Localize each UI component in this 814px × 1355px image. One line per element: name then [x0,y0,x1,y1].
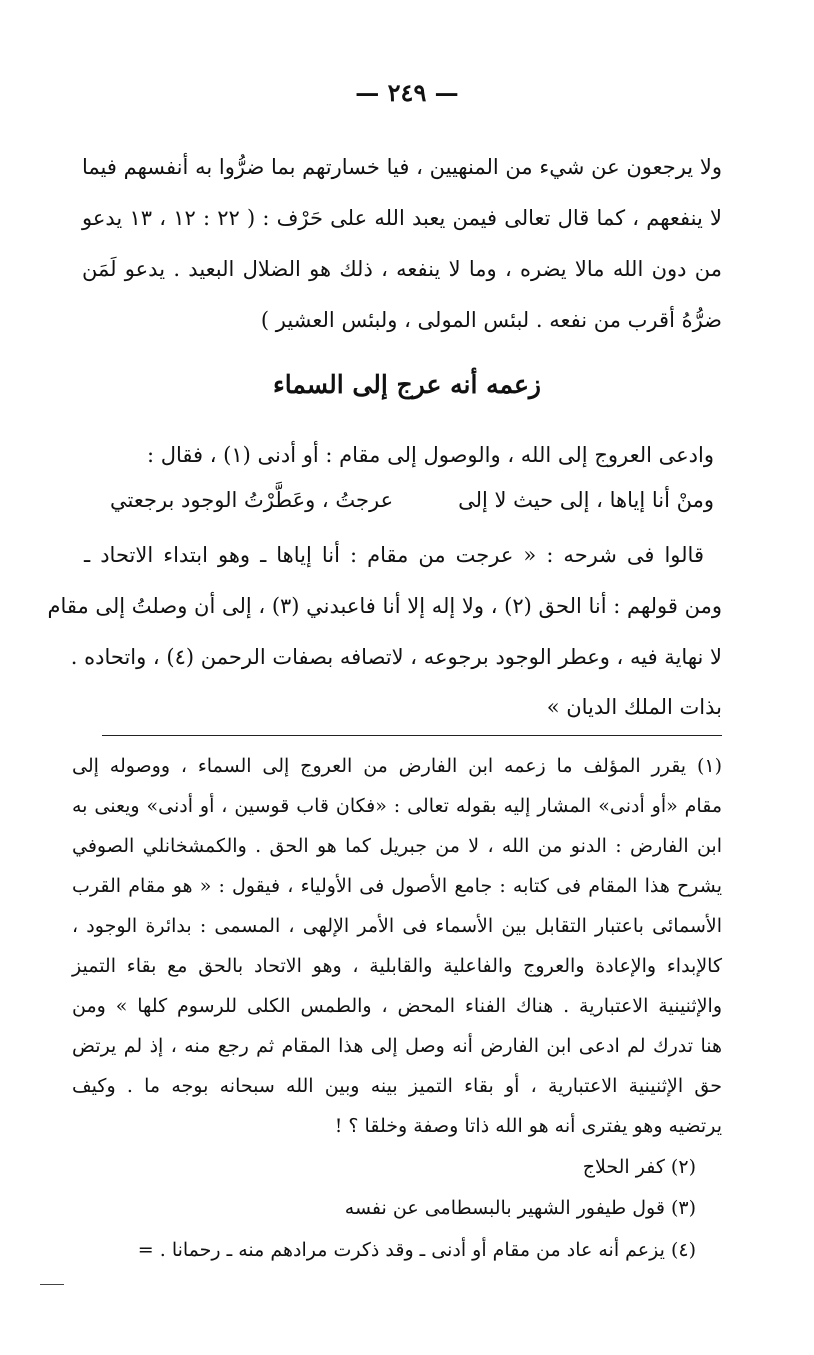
paragraph2-line-2: ومن قولهم : أنا الحق (٢) ، ولا إله إلا أنا فاعبدني (٣) ، إلى أن وصلتُ إلى مقام [47,594,722,618]
footnote-separator [102,735,722,736]
footnote1-line-2: مقام «أو أدنى» المشار إليه بقوله تعالى : «فكان قاب قوسين ، أو أدنى» ويعنى به [72,795,722,817]
footnote1-line-4: يشرح هذا المقام فى كتابه : جامع الأصول فى الأولياء ، فيقول : « هو مقام القرب [72,875,722,897]
paragraph2-line-3: لا نهاية فيه ، وعطر الوجود برجوعه ، لاتصافه بصفات الرحمن (٤) ، واتحاده . [70,645,722,669]
verse-left-hemistich: عرجتُ ، وعَطَّرْتُ الوجود برجعتي [110,488,394,512]
paragraph2-line-4: بذات الملك الديان » [546,695,722,719]
scan-mark [40,1284,64,1285]
footnote1-line-3: ابن الفارض : الدنو من الله ، لا من جبريل كما هو الحق . والكمشخانلي الصوفي [72,835,722,857]
intro-line: وادعى العروج إلى الله ، والوصول إلى مقام : أو أدنى (١) ، فقال : [146,443,714,467]
page-number: — ٢٤٩ — [355,78,459,107]
section-title: زعمه أنه عرج إلى السماء [273,370,541,399]
footnote4: (٤) يزعم أنه عاد من مقام أو أدنى ـ وقد ذكرت مرادهم منه ـ رحمانا . = [137,1239,696,1261]
footnote1-line-1: (١) يقرر المؤلف ما زعمه ابن الفارض من العروج إلى السماء ، ووصوله إلى [72,755,722,777]
footnote1-line-9: حق الإثنينية الاعتبارية ، أو بقاء التميز بينه وبين الله سبحانه بوجه ما . وكيف [72,1075,722,1097]
paragraph1-line-3: من دون الله مالا يضره ، وما لا ينفعه ، ذلك هو الضلال البعيد . يدعو لَمَن [82,257,722,281]
paragraph1-line-4: ضرُّهُ أقرب من نفعه . لبئس المولى ، ولبئس العشير ) [260,308,722,332]
footnote1-line-8: هنا تدرك لم ادعى ابن الفارض أنه وصل إلى هذا المقام ثم رجع منه ، إذ لم يرتض [72,1035,722,1057]
footnote3: (٣) قول طيفور الشهير بالبسطامى عن نفسه [344,1197,696,1219]
paragraph1-line-1: ولا يرجعون عن شيء من المنهيين ، فيا خسارتهم بما ضرُّوا به أنفسهم فيما [82,155,722,179]
paragraph2-line-1: قالوا فى شرحه : « عرجت من مقام : أنا إياها ـ وهو ابتداء الاتحاد ـ [84,543,704,567]
footnote1-line-5: الأسمائى باعتبار التقابل بين الأسماء فى الأمر الإلهى ، المسمى : بدائرة الوجود ، [72,915,722,937]
footnote1-line-10: يرتضيه وهو يفترى أنه هو الله ذاتا وصفة وخلقا ؟ ! [334,1115,722,1137]
footnote2: (٢) كفر الحلاج [582,1156,696,1178]
footnote1-line-7: والإثنينية الاعتبارية . هناك الفناء المحض ، والطمس الكلى للرسوم كلها » ومن [72,995,722,1017]
verse-right-hemistich: ومنْ أنا إياها ، إلى حيث لا إلى [458,488,714,512]
footnote1-line-6: كالإبداء والإعادة والعروج والفاعلية والقابلية ، وهو الاتحاد بالحق مع بقاء التميز [72,955,722,977]
paragraph1-line-2: لا ينفعهم ، كما قال تعالى فيمن يعبد الله على حَرْف : ( ٢٢ : ١٢ ، ١٣ يدعو [82,206,722,230]
